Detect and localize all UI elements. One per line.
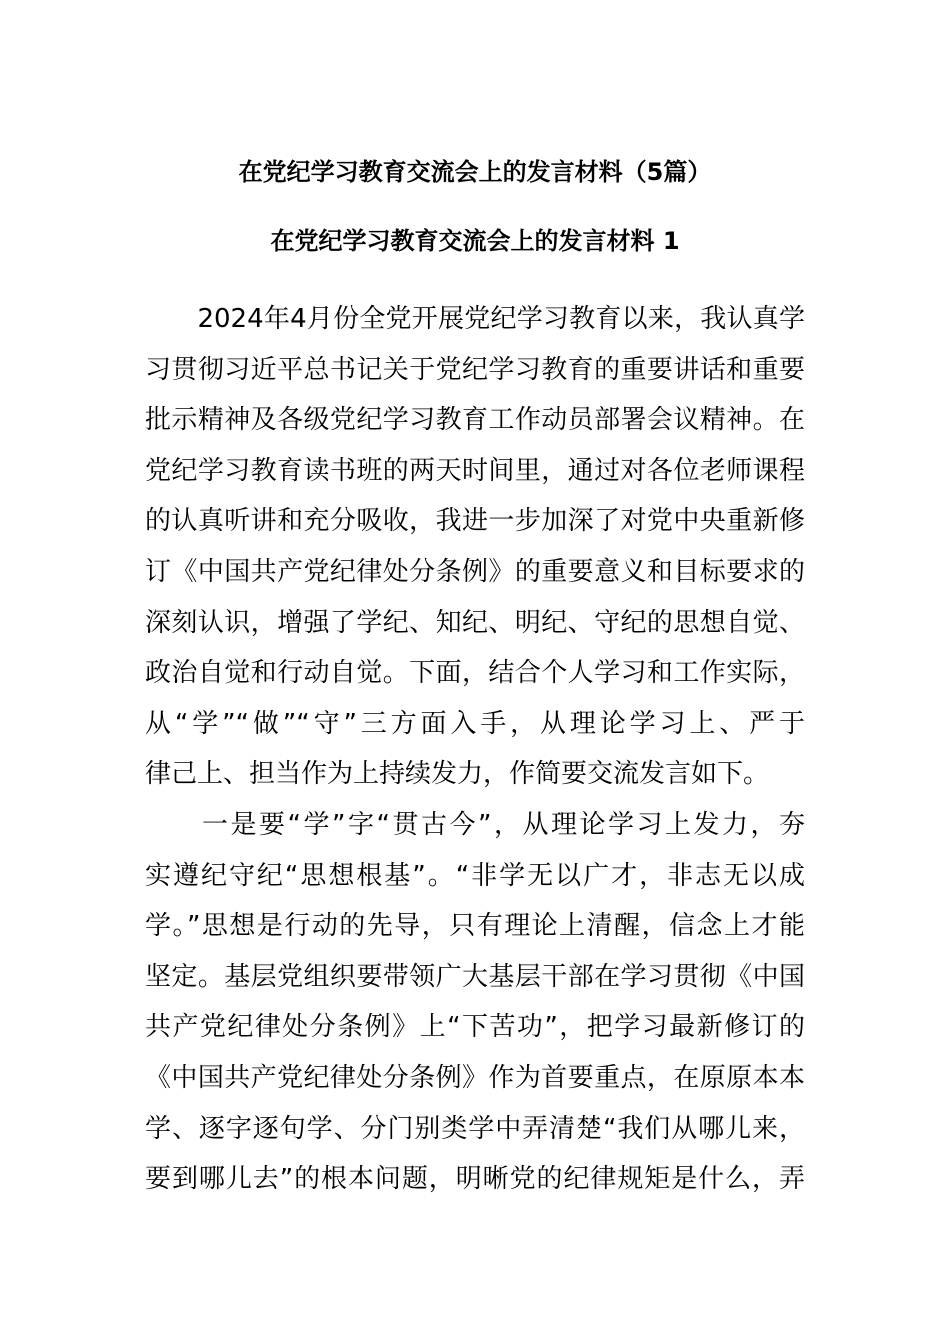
text-line: 律己上、担当作为上持续发力，作简要交流发言如下。 [145,759,770,790]
text-line: 政治自觉和行动自觉。下面，结合个人学习和工作实际， [145,658,805,689]
text-line: 批示精神及各级党纪学习教育工作动员部署会议精神。在 [145,405,805,436]
text-line: 共产党纪律处分条例》上“下苦功”，把学习最新修订的 [145,1012,805,1043]
text-line: 实遵纪守纪“思想根基”。“非学无以广才，非志无以成 [145,860,805,891]
text-line: 要到哪儿去”的根本问题，明晰党的纪律规矩是什么，弄 [145,1164,805,1195]
text-line: 习贯彻习近平总书记关于党纪学习教育的重要讲话和重要 [145,354,805,385]
text-line: 学、逐字逐句学、分门别类学中弄清楚“我们从哪儿来， [145,1113,805,1144]
text-line: 坚定。基层党组织要带领广大基层干部在学习贯彻《中国 [145,961,805,992]
text-line: 的认真听讲和充分吸收，我进一步加深了对党中央重新修 [145,506,805,537]
text-line: 2024年4月份全党开展党纪学习教育以来，我认真学 [145,304,805,334]
text-line: 一是要“学”字“贯古今”，从理论学习上发力，夯 [145,810,805,840]
paragraph-intro [145,294,805,800]
text-line: 订《中国共产党纪律处分条例》的重要意义和目标要求的 [145,556,805,587]
text-line: 学。”思想是行动的先导，只有理论上清醒，信念上才能 [145,911,805,942]
section-heading: 在党纪学习教育交流会上的发言材料 1 [270,227,680,255]
text-line: 党纪学习教育读书班的两天时间里，通过对各位老师课程 [145,455,805,486]
document-title: 在党纪学习教育交流会上的发言材料（5篇） [238,158,712,186]
text-line: 从“学”“做”“守”三方面入手，从理论学习上、严于 [145,708,805,739]
text-line: 深刻认识，增强了学纪、知纪、明纪、守纪的思想自觉、 [145,607,805,638]
text-line: 《中国共产党纪律处分条例》作为首要重点，在原原本本 [145,1062,805,1093]
paragraph-point-one [145,800,805,1205]
